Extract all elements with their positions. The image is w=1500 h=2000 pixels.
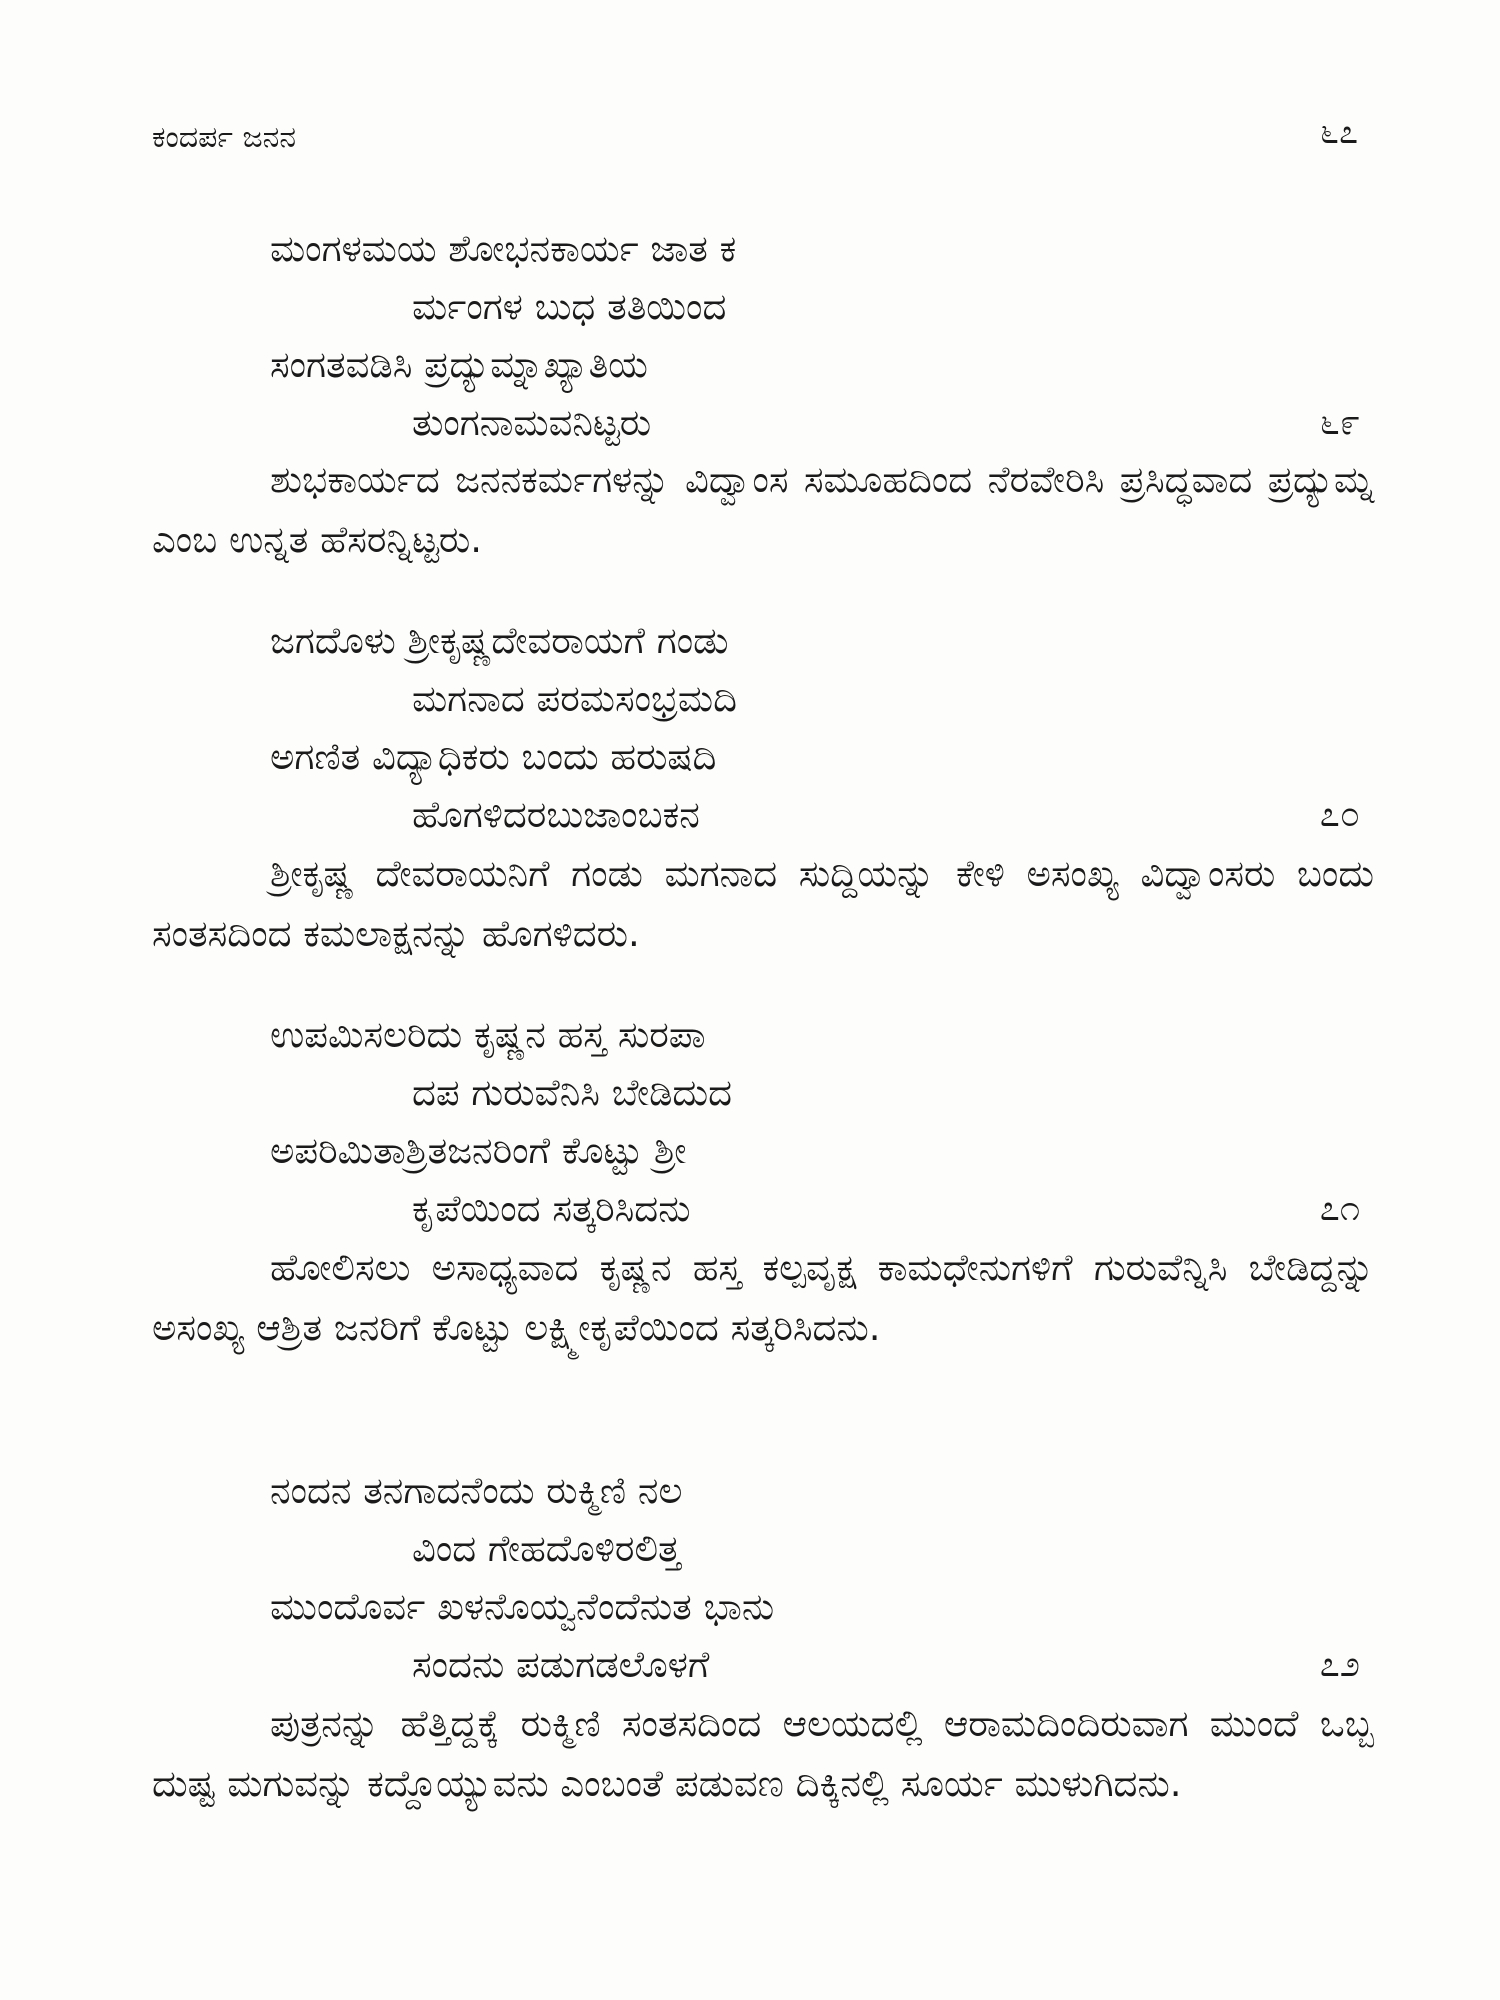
verse-meaning: ಪುತ್ರನನ್ನು ಹೆತ್ತಿದ್ದಕ್ಕೆ ರುಕ್ಮಿಣಿ ಸಂತಸದಿಂದ ಆಲಯದಲ್ಲಿ ಆರಾಮದಿಂದಿರುವಾಗ ಮುಂದೆ ಒಬ್ಬ ದುಷ್ಟ ಮಗುವನ್ನು ಕದ್ದೊಯ್ಯುವನು ಎಂಬಂತೆ ಪಡುವಣ ದಿಕ್ಕಿನಲ್ಲಿ ಸೂರ್ಯ ಮುಳುಗಿದನು.: [152, 1702, 1374, 1805]
verse-line: ಮಗನಾದ ಪರಮಸಂಭ್ರಮದಿ: [412, 677, 738, 720]
verse-line: ಜಗದೊಳು ಶ್ರೀಕೃಷ್ಣದೇವರಾಯಗೆ ಗಂಡು: [270, 619, 729, 662]
verse-number: ೭೨: [1319, 1644, 1360, 1685]
running-title: ಕಂದರ್ಪ ಜನನ: [152, 120, 296, 155]
verse-line: ತುಂಗನಾಮವನಿಟ್ಟರು: [412, 401, 652, 444]
verse-line: ಸಂಗತವಡಿಸಿ ಪ್ರದ್ಯುಮ್ನಾಖ್ಯಾತಿಯ: [270, 343, 648, 386]
verse-line: ಸಂದನು ಪಡುಗಡಲೊಳಗೆ: [412, 1643, 710, 1686]
verse-line: ಉಪಮಿಸಲರಿದು ಕೃಷ್ಣನ ಹಸ್ತ ಸುರಪಾ: [270, 1013, 706, 1056]
page-number: ೬೭: [1319, 112, 1358, 152]
verse-line: ನಂದನ ತನಗಾದನೆಂದು ರುಕ್ಮಿಣಿ ನಲ: [270, 1469, 683, 1512]
verse-line: ಹೊಗಳಿದರಬುಜಾಂಬಕನ: [412, 793, 700, 836]
verse-line: ರ್ಮಂಗಳ ಬುಧ ತತಿಯಿಂದ: [412, 285, 727, 328]
verse-line: ಮುಂದೊರ್ವ ಖಳನೊಯ್ವನೆಂದೆನುತ ಭಾನು: [270, 1585, 775, 1628]
verse-line: ಅಪರಿಮಿತಾಶ್ರಿತಜನರಿಂಗೆ ಕೊಟ್ಟು ಶ್ರೀ: [270, 1129, 687, 1172]
verse-meaning: ಹೋಲಿಸಲು ಅಸಾಧ್ಯವಾದ ಕೃಷ್ಣನ ಹಸ್ತ ಕಲ್ಪವೃಕ್ಷ ಕಾಮಧೇನುಗಳಿಗೆ ಗುರುವೆನ್ನಿಸಿ ಬೇಡಿದ್ದನ್ನು ಅಸಂಖ್ಯ ಆಶ್ರಿತ ಜನರಿಗೆ ಕೊಟ್ಟು ಲಕ್ಷ್ಮೀಕೃಪೆಯಿಂದ ಸತ್ಕರಿಸಿದನು.: [152, 1246, 1374, 1349]
verse-number: ೭೧: [1319, 1188, 1360, 1229]
verse-line: ವಿಂದ ಗೇಹದೊಳಿರಲಿತ್ತ: [412, 1527, 681, 1570]
verse-meaning: ಶ್ರೀಕೃಷ್ಣ ದೇವರಾಯನಿಗೆ ಗಂಡು ಮಗನಾದ ಸುದ್ದಿಯನ್ನು ಕೇಳಿ ಅಸಂಖ್ಯ ವಿದ್ವಾಂಸರು ಬಂದು ಸಂತಸದಿಂದ ಕಮಲಾಕ್ಷನನ್ನು ಹೊಗಳಿದರು.: [152, 852, 1374, 955]
verse-line: ಕೃಪೆಯಿಂದ ಸತ್ಕರಿಸಿದನು: [412, 1187, 691, 1230]
verse-line: ದಪ ಗುರುವೆನಿಸಿ ಬೇಡಿದುದ: [412, 1071, 733, 1114]
verse-meaning: ಶುಭಕಾರ್ಯದ ಜನನಕರ್ಮಗಳನ್ನು ವಿದ್ವಾಂಸ ಸಮೂಹದಿಂದ ನೆರವೇರಿಸಿ ಪ್ರಸಿದ್ಧವಾದ ಪ್ರದ್ಯುಮ್ನ ಎಂಬ ಉನ್ನತ ಹೆಸರನ್ನಿಟ್ಟರು.: [152, 458, 1374, 561]
verse-number: ೭೦: [1319, 794, 1360, 835]
verse-line: ಅಗಣಿತ ವಿದ್ಯಾಧಿಕರು ಬಂದು ಹರುಷದಿ: [270, 735, 717, 778]
verse-number: ೬೯: [1319, 402, 1360, 443]
verse-line: ಮಂಗಳಮಯ ಶೋಭನಕಾರ್ಯ ಜಾತ ಕ: [270, 227, 737, 270]
